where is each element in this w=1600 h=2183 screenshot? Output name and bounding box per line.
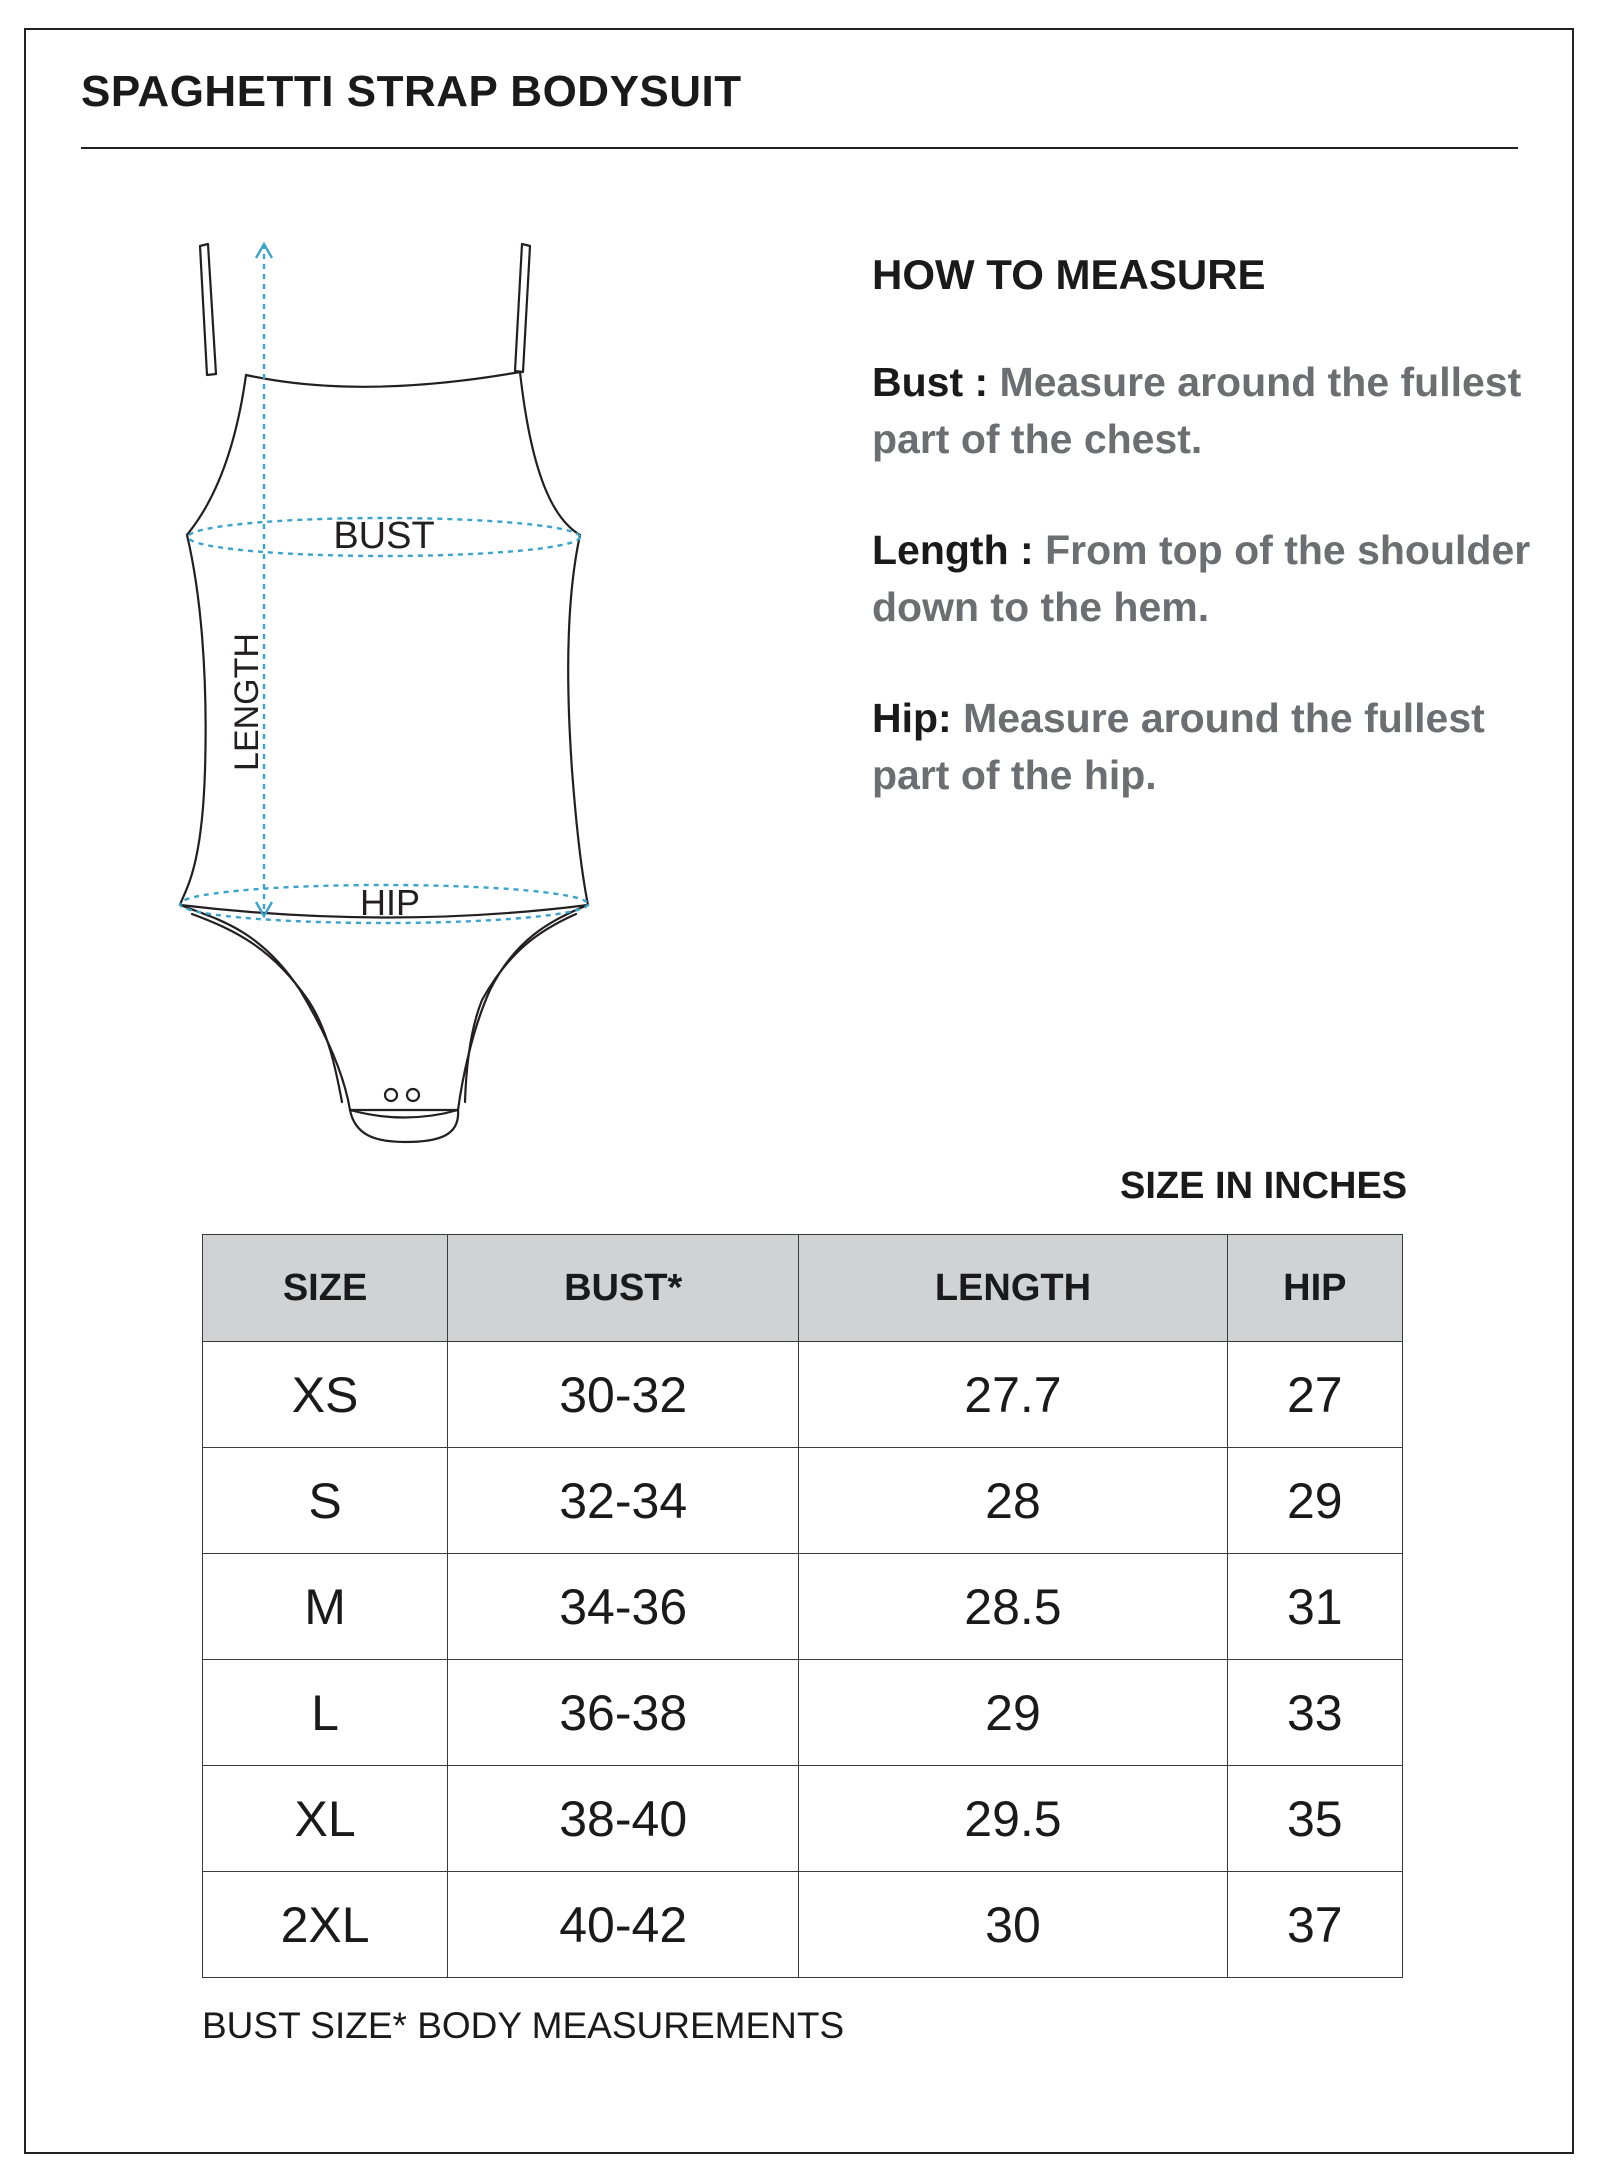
left-strap [200, 244, 216, 375]
cell-size: L [203, 1660, 448, 1766]
cell-bust: 36-38 [448, 1660, 799, 1766]
measure-description: From top of the shoulder down to the hem. [872, 527, 1531, 631]
table-row [203, 1342, 1403, 1448]
cell-bust: 40-42 [448, 1872, 799, 1978]
cell-length: 27.7 [799, 1342, 1227, 1448]
size-chart-table [202, 1234, 1403, 1978]
table-row [203, 1448, 1403, 1554]
title-divider [81, 147, 1518, 149]
measure-term: Bust [872, 359, 964, 406]
cell-length: 30 [799, 1872, 1227, 1978]
cell-bust: 38-40 [448, 1766, 799, 1872]
neckline [246, 372, 520, 387]
table-row [203, 1554, 1403, 1660]
bodysuit-diagram [160, 230, 610, 1160]
table-header-row [203, 1235, 1403, 1342]
cell-hip: 29 [1227, 1448, 1402, 1554]
cell-hip: 31 [1227, 1554, 1402, 1660]
cell-bust: 34-36 [448, 1554, 799, 1660]
measure-item-bust: Bust : Measure around the fullest part of the chest. [872, 359, 1522, 463]
units-label: SIZE IN INCHES [1120, 1165, 1408, 1207]
cell-size: XL [203, 1766, 448, 1872]
footnote: BUST SIZE* BODY MEASUREMENTS [202, 2005, 845, 2046]
right-leg-opening [458, 905, 588, 1110]
cell-length: 28.5 [799, 1554, 1227, 1660]
hip-label: HIP [359, 882, 421, 923]
cell-hip: 37 [1227, 1872, 1402, 1978]
page-title: SPAGHETTI STRAP BODYSUIT [81, 67, 742, 116]
measure-term: Length [872, 527, 1009, 574]
cell-hip: 33 [1227, 1660, 1402, 1766]
cell-hip: 35 [1227, 1766, 1402, 1872]
cell-length: 28 [799, 1448, 1227, 1554]
how-to-measure-heading: HOW TO MEASURE [872, 251, 1266, 298]
measure-description: Measure around the fullest part of the hip. [872, 695, 1485, 799]
table-row [203, 1660, 1403, 1766]
how-to-measure [872, 252, 1532, 858]
cell-hip: 27 [1227, 1342, 1402, 1448]
measure-item-hip: Hip: Measure around the fullest part of the hip. [872, 695, 1485, 799]
header-hip: HIP [1227, 1235, 1402, 1342]
cell-size: M [203, 1554, 448, 1660]
right-strap [515, 244, 530, 372]
cell-length: 29 [799, 1660, 1227, 1766]
cell-size: S [203, 1448, 448, 1554]
measure-description: Measure around the fullest part of the chest. [872, 359, 1522, 463]
header-bust: BUST* [448, 1235, 799, 1342]
table-row [203, 1872, 1403, 1978]
right-side [520, 372, 588, 905]
cell-length: 29.5 [799, 1766, 1227, 1872]
bust-label: BUST [333, 515, 435, 557]
header-length: LENGTH [799, 1235, 1227, 1342]
measure-item-length: Length : From top of the shoulder down to the hem. [872, 527, 1531, 631]
left-leg-opening [180, 905, 350, 1110]
length-label: LENGTH [228, 633, 266, 771]
cell-size: XS [203, 1342, 448, 1448]
measure-term: Hip [872, 695, 939, 742]
snap-left [385, 1089, 397, 1101]
header-size: SIZE [203, 1235, 448, 1342]
cell-bust: 32-34 [448, 1448, 799, 1554]
snap-right [407, 1089, 419, 1101]
table-row [203, 1766, 1403, 1872]
cell-bust: 30-32 [448, 1342, 799, 1448]
cell-size: 2XL [203, 1872, 448, 1978]
